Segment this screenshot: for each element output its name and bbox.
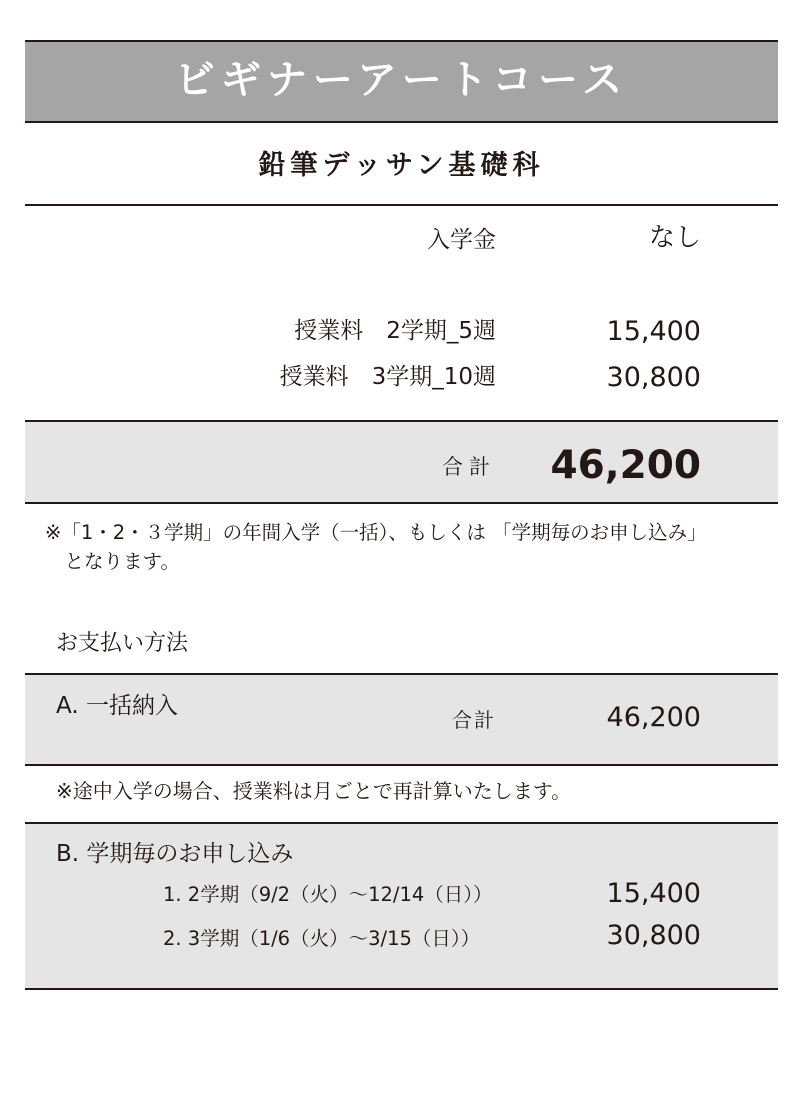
term-item-value: 15,400 [606,878,701,909]
divider-line [25,420,778,422]
divider-line [25,502,778,504]
term-item-value: 30,800 [606,920,701,951]
fee-value-term3: 30,800 [606,362,701,393]
option-a-total-label: 合計 [452,708,496,732]
fee-label-term2: 授業料 2学期_5週 [294,318,496,344]
divider-line [25,121,778,123]
course-title: ビギナーアートコース [174,57,629,103]
total-value: 46,200 [550,443,701,488]
option-a-total-value: 46,200 [606,702,701,733]
divider-line [25,822,778,824]
divider-line [25,204,778,206]
midterm-enrollment-note: ※途中入学の場合、授業料は月ごとで再計算いたします。 [56,779,572,803]
fee-label-enrollment: 入学金 [427,227,496,253]
payment-method-title: お支払い方法 [56,631,189,656]
fee-value-enrollment: なし [648,223,701,253]
term-item-label: 1. 2学期（9/2（火）～12/14（日）） [163,883,493,906]
divider-line [25,988,778,990]
fee-label-term3: 授業料 3学期_10週 [279,364,496,390]
divider-line [25,673,778,675]
divider-line [25,764,778,766]
enrollment-note: ※「1・2・３学期」の年間入学（一括）、もしくは 「学期毎のお申し込み」 となります。 [45,521,707,573]
fee-value-term2: 15,400 [606,316,701,347]
option-a-title: A. 一括納入 [56,693,178,719]
term-item-label: 2. 3学期（1/6（火）～3/15（日）） [163,927,481,950]
divider-line [25,40,778,42]
option-b-title: B. 学期毎のお申し込み [56,841,294,867]
course-subtitle: 鉛筆デッサン基礎科 [258,150,545,181]
total-label: 合計 [442,455,496,479]
